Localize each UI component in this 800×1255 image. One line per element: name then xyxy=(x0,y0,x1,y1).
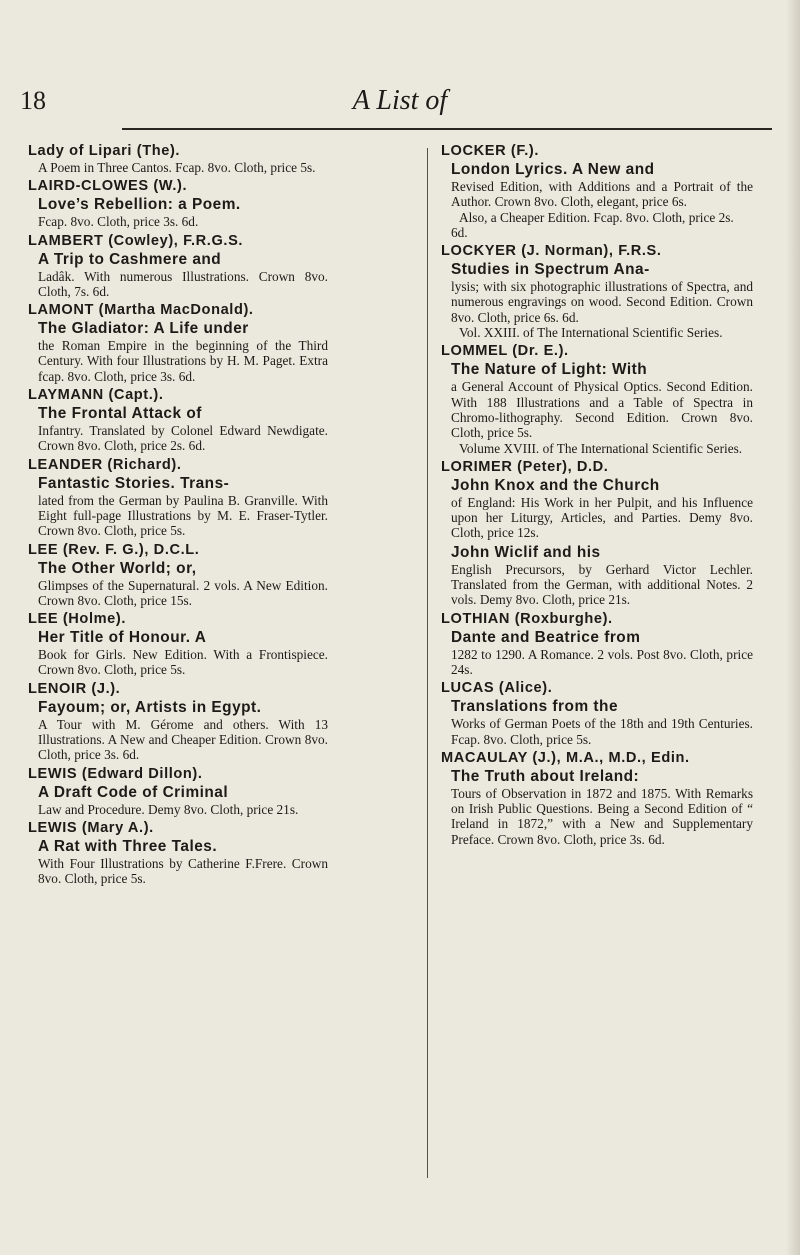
entry-title: The Other World; or, xyxy=(38,559,197,577)
entry-author: LAIRD-CLOWES (W.). xyxy=(28,178,188,195)
catalogue-entry xyxy=(441,342,753,455)
entry-title: Fantastic Stories. Trans- xyxy=(38,474,230,492)
entry-author: LEANDER (Richard). xyxy=(28,456,182,473)
catalogue-entry xyxy=(441,543,753,608)
entry-author: LEWIS (Mary A.). xyxy=(28,819,154,836)
entry-author: LOCKER (F.). xyxy=(441,143,539,159)
entry-title: The Nature of Light: With xyxy=(451,361,648,379)
entry-description: lated from the German by Paulina B. Granville. With Eight full-page Illustrations by M. E. Fraser-Tytler. Crown 8vo. Cloth, price 5s. xyxy=(38,492,328,539)
entry-note: Also, a Cheaper Edition. Fcap. 8vo. Cloth, price 2s. 6d. xyxy=(451,209,734,240)
page-edge-shadow xyxy=(786,0,800,1255)
entry-author: LAMBERT (Cowley), F.R.G.S. xyxy=(28,232,244,249)
catalogue-entry xyxy=(28,765,328,817)
entry-author: Lady of Lipari (The). xyxy=(28,143,181,159)
entry-author: LEWIS (Edward Dillon). xyxy=(28,765,203,782)
entry-author: LEE (Rev. F. G.), D.C.L. xyxy=(28,541,200,558)
catalogue-entry xyxy=(28,610,328,678)
entry-description: Book for Girls. New Edition. With a Frontispiece. Crown 8vo. Cloth, price 5s. xyxy=(38,647,328,678)
entry-description: With Four Illustrations by Catherine F.Frere. Crown 8vo. Cloth, price 5s. xyxy=(38,855,328,887)
catalogue-entry xyxy=(28,142,328,175)
entry-title: Translations from the xyxy=(451,698,618,716)
entry-title: John Wiclif and his xyxy=(451,543,601,561)
entry-author: LORIMER (Peter), D.D. xyxy=(441,458,609,475)
catalogue-entry xyxy=(28,680,328,763)
entry-author: LEE (Holme). xyxy=(28,611,127,628)
right-column xyxy=(441,142,753,849)
catalogue-entry xyxy=(28,232,328,300)
entry-description: of England: His Work in her Pulpit, and his Influence upon her Liturgy, Articles, and Parties. Demy 8vo. Cloth, price 12s. xyxy=(451,494,753,541)
entry-title: The Truth about Ireland: xyxy=(451,767,640,785)
entry-description: A Poem in Three Cantos. Fcap. 8vo. Cloth, price 5s. xyxy=(38,160,316,175)
entry-author: LAMONT (Martha MacDonald). xyxy=(28,302,254,319)
catalogue-entry xyxy=(441,679,753,747)
entry-title: Studies in Spectrum Ana- xyxy=(451,261,650,279)
catalogue-entry xyxy=(441,142,753,240)
left-column xyxy=(28,142,328,889)
entry-description: lysis; with six photographic illustrations of Spectra, and numerous engravings on wood. Second Edition. Crown 8vo. Cloth, price 6s. 6d. xyxy=(451,279,753,325)
entry-description: A Tour with M. Gérome and others. With 13 Illustrations. A New and Cheaper Edition. Crown 8vo. Cloth, price 3s. 6d. xyxy=(38,716,328,763)
entry-description: Glimpses of the Supernatural. 2 vols. A New Edition. Crown 8vo. Cloth, price 15s. xyxy=(38,577,328,608)
catalogue-entry xyxy=(28,819,328,887)
entry-title: The Frontal Attack of xyxy=(38,405,202,423)
entry-title: John Knox and the Church xyxy=(451,476,660,494)
entry-description: Fcap. 8vo. Cloth, price 3s. 6d. xyxy=(38,214,199,230)
catalogue-entry xyxy=(28,177,328,229)
entry-author: LAYMANN (Capt.). xyxy=(28,387,164,404)
entry-description: Tours of Observation in 1872 and 1875. With Remarks on Irish Public Questions. Being a Second Edition of “ Ireland in 1872,” with a New and Supplementary Preface. Crown 8vo. Cloth, price 3s. 6d. xyxy=(451,785,753,847)
entry-title: A Trip to Cashmere and xyxy=(38,250,222,268)
catalogue-entry xyxy=(28,386,328,454)
page-number: 18 xyxy=(20,86,46,115)
catalogue-entry xyxy=(28,541,328,609)
catalogue-entry xyxy=(441,610,753,678)
entry-description: Ladâk. With numerous Illustrations. Crown 8vo. Cloth, 7s. 6d. xyxy=(38,268,328,299)
catalogue-entry xyxy=(441,749,753,847)
entry-note: Vol. XXIII. of The International Scientific Series. xyxy=(459,325,723,341)
catalogue-entry xyxy=(441,458,753,541)
entry-description: Works of German Poets of the 18th and 19th Centuries. Fcap. 8vo. Cloth, price 5s. xyxy=(451,716,753,747)
header-rule xyxy=(122,128,772,130)
entry-author: MACAULAY (J.), M.A., M.D., Edin. xyxy=(441,749,690,766)
entry-author: LOTHIAN (Roxburghe). xyxy=(441,610,613,627)
entry-author: LOCKYER (J. Norman), F.R.S. xyxy=(441,243,662,260)
entry-title: Love’s Rebellion: a Poem. xyxy=(38,196,241,214)
entry-title: The Gladiator: A Life under xyxy=(38,320,249,338)
entry-description: the Roman Empire in the beginning of the Third Century. With four Illustrations by H. M. Paget. Extra fcap. 8vo. Cloth, price 3s. 6d. xyxy=(38,338,328,384)
entry-author: LENOIR (J.). xyxy=(28,680,121,697)
running-title: A List of xyxy=(352,85,448,116)
entry-author: LOMMEL (Dr. E.). xyxy=(441,343,569,360)
entry-title: Her Title of Honour. A xyxy=(38,629,207,647)
entry-note: Volume XVIII. of The International Scientific Series. xyxy=(459,440,743,456)
entry-description: Infantry. Translated by Colonel Edward Newdigate. Crown 8vo. Cloth, price 2s. 6d. xyxy=(38,423,328,454)
column-divider xyxy=(427,148,428,1178)
catalogue-entry xyxy=(441,242,753,340)
entry-title: Fayoum; or, Artists in Egypt. xyxy=(38,698,262,716)
entry-description: a General Account of Physical Optics. Second Edition. With 188 Illustrations and a Table of Spectra in Chromo-lithography. Second Edition. Crown 8vo. Cloth, price 5s. xyxy=(451,379,753,441)
entry-description: Revised Edition, with Additions and a Portrait of the Author. Crown 8vo. Cloth, elegant, price 6s. xyxy=(451,179,753,210)
entry-title: London Lyrics. A New and xyxy=(451,161,655,178)
catalogue-entry xyxy=(28,301,328,384)
entry-description: English Precursors, by Gerhard Victor Lechler. Translated from the German, with additional Notes. 2 vols. Demy 8vo. Cloth, price 21s. xyxy=(451,561,753,608)
entry-title: A Rat with Three Tales. xyxy=(38,837,218,855)
entry-title: A Draft Code of Criminal xyxy=(38,783,229,801)
entry-title: Dante and Beatrice from xyxy=(451,628,641,646)
entry-description: 1282 to 1290. A Romance. 2 vols. Post 8vo. Cloth, price 24s. xyxy=(451,646,753,677)
entry-description: Law and Procedure. Demy 8vo. Cloth, price 21s. xyxy=(38,801,299,817)
catalogue-entry xyxy=(28,456,328,539)
entry-author: LUCAS (Alice). xyxy=(441,680,553,697)
